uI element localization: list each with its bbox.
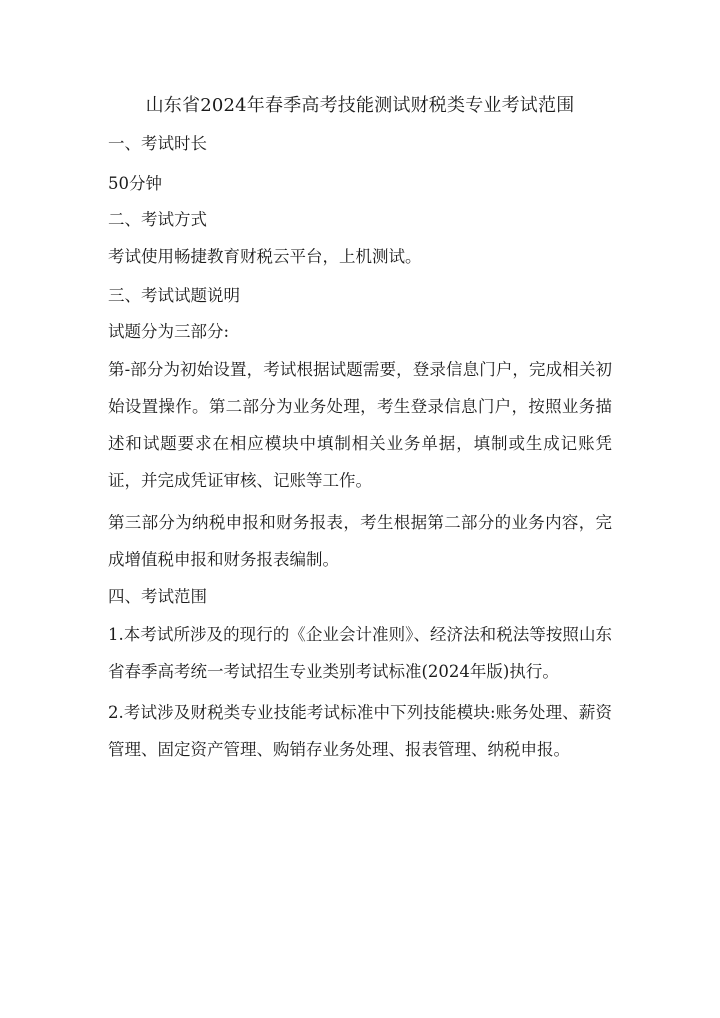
questions-paragraph-2: 第三部分为纳税申报和财务报表，考生根据第二部分的业务内容，完成增值税申报和财务报表编制。 xyxy=(108,513,612,569)
scope-item-2: 2.考试涉及财税类专业技能考试标准中下列技能模块:账务处理、薪资管理、固定资产管理、购销存业务处理、报表管理、纳税申报。 xyxy=(108,703,612,759)
section-heading-exam-duration: 一、考试时长 xyxy=(108,134,207,153)
exam-duration-value: 50分钟 xyxy=(108,174,162,193)
questions-intro: 试题分为三部分: xyxy=(108,322,230,341)
exam-method-text: 考试使用畅捷教育财税云平台，上机测试。 xyxy=(108,247,422,266)
section-heading-exam-questions: 三、考试试题说明 xyxy=(108,286,240,305)
scope-item-1: 1.本考试所涉及的现行的《企业会计准则》、经济法和税法等按照山东省春季高考统一考试招生专业类别考试标准(2024年版)执行。 xyxy=(108,625,612,681)
section-heading-exam-method: 二、考试方式 xyxy=(108,210,207,229)
document-title: 山东省2024年春季高考技能测试财税类专业考试范围 xyxy=(145,95,575,116)
questions-paragraph-1: 第-部分为初始设置，考试根据试题需要，登录信息门户，完成相关初始设置操作。第二部分为业务处理，考生登录信息门户，按照业务描述和试题要求在相应模块中填制相关业务单据，填制或生成记账凭证，并完成凭证审核、记账等工作。 xyxy=(108,360,612,490)
section-heading-exam-scope: 四、考试范围 xyxy=(108,587,207,606)
